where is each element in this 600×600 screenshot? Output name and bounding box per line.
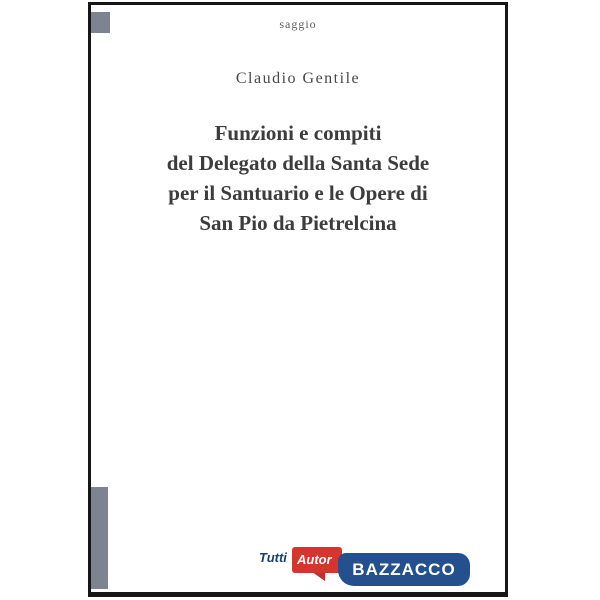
publisher-logo-tutti-text: Tutti — [259, 550, 287, 565]
book-title-line-4: San Pio da Pietrelcina — [199, 211, 397, 235]
book-cover — [88, 2, 508, 597]
book-title-line-1: Funzioni e compiti — [214, 121, 382, 145]
author-name: Claudio Gentile — [235, 70, 361, 87]
book-title-line-3: per il Santuario e le Opere di — [168, 181, 428, 205]
book-title-line-2: del Delegato della Santa Sede — [166, 151, 430, 175]
spine-accent-bottom-bar — [91, 487, 108, 589]
book-title — [91, 118, 505, 238]
seller-badge-label: BAZZACCO — [352, 559, 456, 579]
publisher-logo-autori-box — [292, 547, 342, 573]
publisher-logo-autori-text: Autor — [297, 552, 332, 567]
genre-label: saggio — [279, 17, 317, 31]
seller-badge — [338, 553, 470, 586]
